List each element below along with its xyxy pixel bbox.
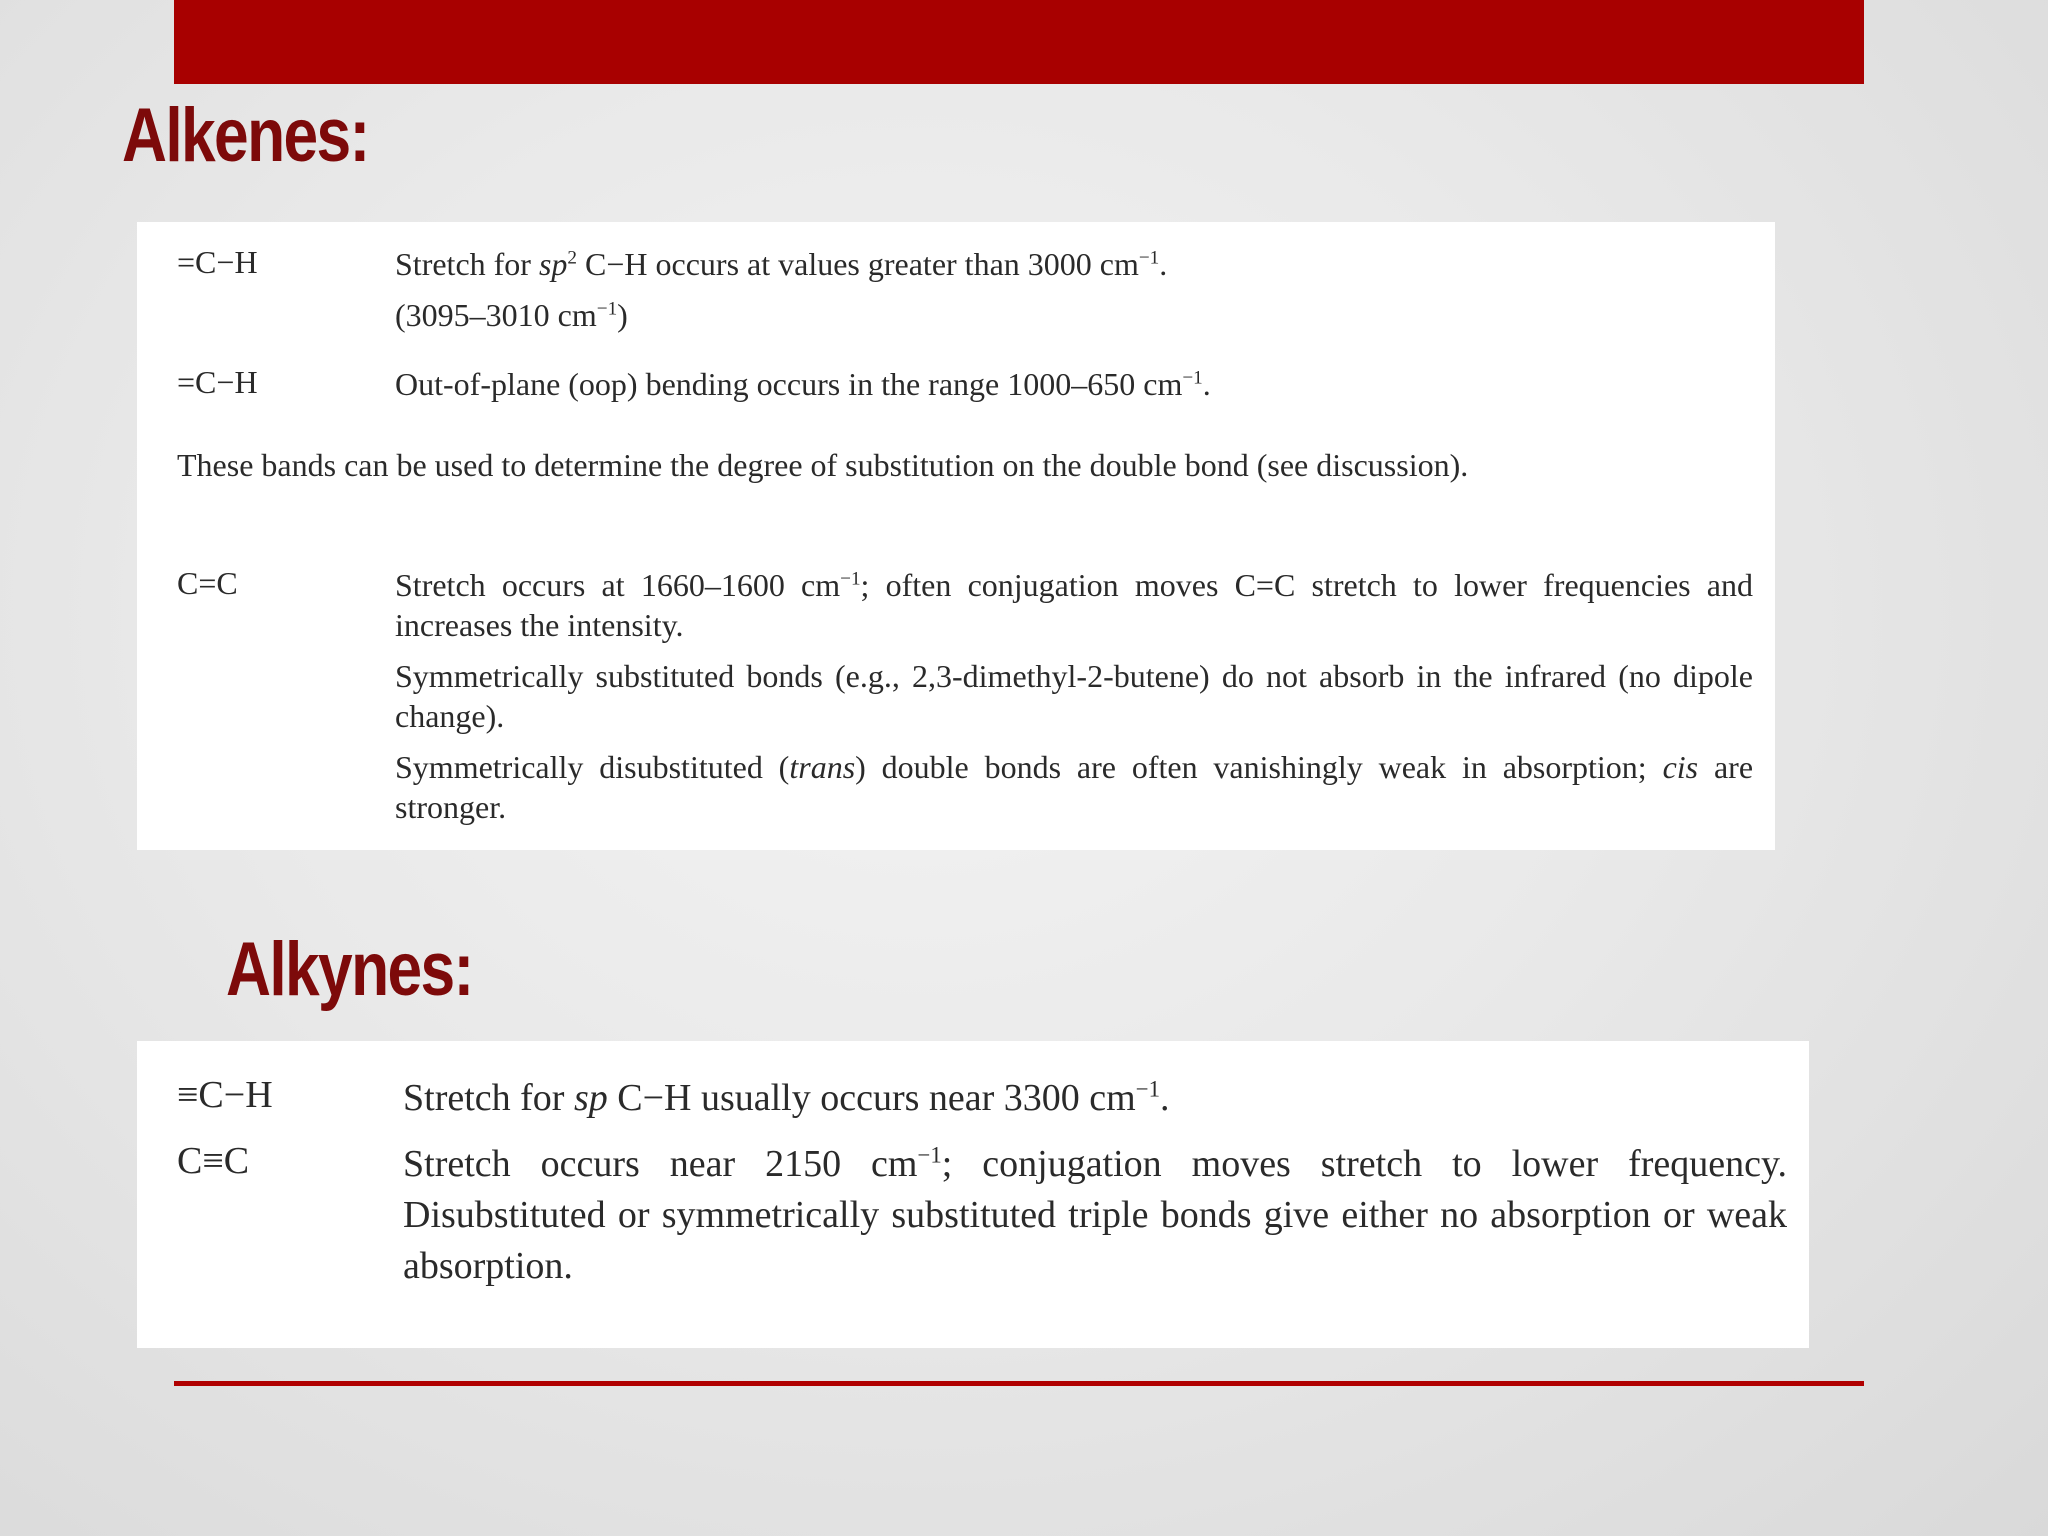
- desc-superscript: −1: [1138, 247, 1160, 269]
- alkenes-row-desc: [395, 565, 1753, 827]
- top-accent-bar: [174, 0, 1864, 84]
- desc-italic: trans: [789, 749, 856, 785]
- alkenes-row-desc-para: [395, 747, 1753, 827]
- alkynes-row-cc-stretch: [177, 1139, 1787, 1303]
- alkenes-substitution-note: These bands can be used to determine the degree of substitution on the double bond (see discussion).: [177, 447, 1469, 483]
- desc-superscript: −1: [596, 298, 618, 320]
- alkenes-row-desc-para: [395, 565, 1753, 645]
- desc-text: are stronger.: [395, 749, 1754, 825]
- alkynes-row-desc-line: [403, 1073, 1787, 1124]
- alkenes-panel: [137, 222, 1775, 850]
- desc-italic: sp: [573, 1077, 608, 1119]
- alkynes-row-desc: [403, 1139, 1787, 1292]
- alkenes-row-desc-para: Symmetrically substituted bonds (e.g., 2,3-dimethyl-2-butene) do not absorb in the infrared (no dipole change).: [395, 658, 1753, 734]
- alkenes-row-desc: [395, 244, 1753, 335]
- desc-text: .: [1159, 246, 1168, 282]
- desc-text: ) double bonds are often vanishingly weak in absorption;: [855, 749, 1663, 785]
- desc-text: ; conjugation moves stretch to lower frequency. Disubstituted or symmetrically substituted triple bonds give either no absorption or weak absorption.: [403, 1143, 1788, 1287]
- desc-text: ; often conjugation moves C=C stretch to lower frequencies and increases the intensity.: [395, 567, 1754, 643]
- desc-text: C−H occurs at values greater than 3000 cm: [577, 246, 1139, 282]
- desc-text: Stretch for: [403, 1077, 574, 1119]
- alkenes-row-ch-stretch: [177, 244, 1753, 346]
- alkynes-row-desc: [403, 1073, 1787, 1124]
- desc-text: Out-of-plane (oop) bending occurs in the range 1000–650 cm: [395, 366, 1183, 402]
- desc-text: Stretch occurs near 2150 cm: [403, 1143, 918, 1185]
- alkenes-heading: Alkenes:: [122, 93, 369, 178]
- alkenes-row-desc-line: [395, 244, 1753, 284]
- desc-superscript: −1: [1135, 1076, 1160, 1102]
- alkenes-row-desc-line: [395, 364, 1753, 404]
- alkynes-row-label: C≡C: [177, 1140, 250, 1182]
- alkenes-row-cc-stretch: [177, 565, 1753, 838]
- desc-text: .: [1202, 366, 1211, 402]
- desc-superscript: 2: [567, 247, 577, 269]
- desc-text: Stretch occurs at 1660–1600 cm: [395, 567, 841, 603]
- desc-superscript: −1: [840, 568, 861, 590]
- desc-text: ): [617, 297, 628, 333]
- desc-text: (3095–3010 cm: [395, 297, 597, 333]
- alkynes-row-label: ≡C−H: [177, 1074, 273, 1116]
- alkynes-row-desc-para: [403, 1139, 1787, 1292]
- desc-superscript: −1: [1182, 367, 1203, 389]
- alkynes-panel: [137, 1041, 1809, 1348]
- desc-text: Symmetrically disubstituted (: [395, 749, 790, 785]
- desc-text: C−H usually occurs near 3300 cm: [607, 1077, 1136, 1119]
- desc-italic: sp: [538, 246, 568, 282]
- alkenes-row-desc: [395, 364, 1753, 404]
- alkenes-row-label: C=C: [177, 565, 238, 601]
- alkenes-row-desc-range: [395, 295, 1753, 335]
- alkynes-heading: Alkynes:: [226, 927, 473, 1012]
- alkenes-row-label: =C−H: [177, 244, 258, 280]
- desc-text: .: [1160, 1077, 1170, 1119]
- alkynes-row-ch-stretch: [177, 1073, 1787, 1135]
- alkenes-row-label: =C−H: [177, 364, 258, 400]
- desc-superscript: −1: [917, 1142, 942, 1168]
- desc-text: Stretch for: [395, 246, 539, 282]
- bottom-divider: [174, 1381, 1864, 1386]
- desc-italic: cis: [1662, 749, 1699, 785]
- alkenes-row-ch-bending: [177, 364, 1753, 415]
